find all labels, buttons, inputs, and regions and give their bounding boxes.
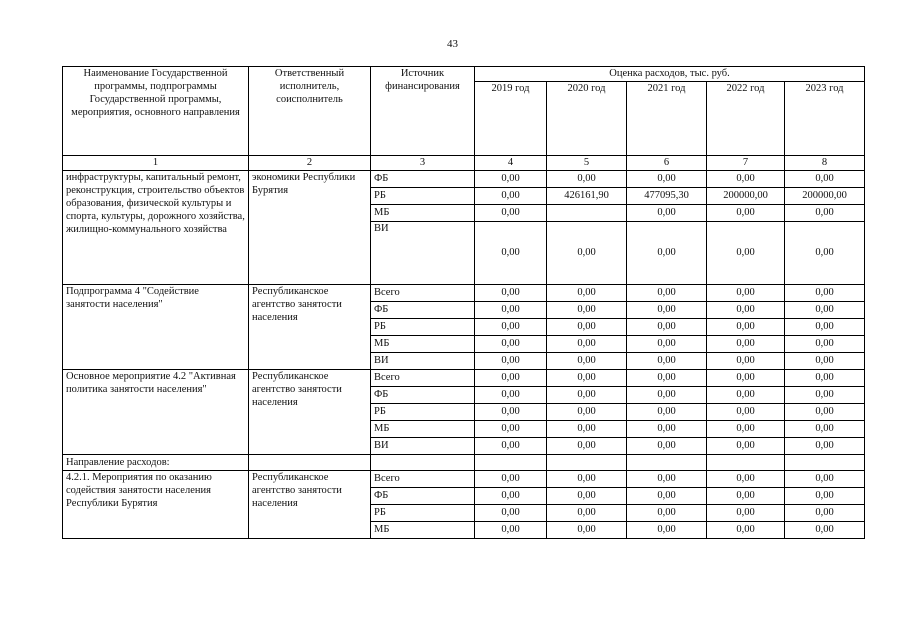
value-cell: 0,00 (627, 488, 707, 505)
value-cell: 0,00 (785, 488, 865, 505)
column-number: 8 (785, 156, 865, 171)
value-cell: 0,00 (785, 438, 865, 455)
value-cell: 0,00 (785, 319, 865, 336)
source-cell: ВИ (371, 222, 475, 285)
source-cell: ФБ (371, 488, 475, 505)
source-cell: ФБ (371, 171, 475, 188)
value-cell: 0,00 (707, 522, 785, 539)
value-cell: 0,00 (547, 370, 627, 387)
value-cell: 0,00 (627, 336, 707, 353)
source-cell: Всего (371, 471, 475, 488)
direction-label: Направление расходов: (63, 455, 249, 471)
header-year: 2020 год (547, 82, 627, 156)
value-cell: 0,00 (627, 171, 707, 188)
value-cell: 426161,90 (547, 188, 627, 205)
value-cell: 0,00 (627, 222, 707, 285)
value-cell: 0,00 (785, 471, 865, 488)
value-cell: 0,00 (785, 522, 865, 539)
value-cell: 0,00 (627, 370, 707, 387)
value-cell: 0,00 (707, 421, 785, 438)
header-costs: Оценка расходов, тыс. руб. (475, 67, 865, 82)
value-cell: 0,00 (475, 387, 547, 404)
responsible-cell: экономики Республики Бурятия (249, 171, 371, 285)
value-cell: 0,00 (707, 438, 785, 455)
value-cell: 0,00 (547, 171, 627, 188)
value-cell: 0,00 (475, 471, 547, 488)
value-cell: 0,00 (475, 438, 547, 455)
value-cell: 0,00 (547, 319, 627, 336)
table-row (63, 471, 865, 488)
value-cell: 0,00 (785, 353, 865, 370)
program-name-cell: Основное мероприятие 4.2 "Активная политика занятости населения" (63, 370, 249, 455)
value-cell: 0,00 (707, 319, 785, 336)
header-responsible: Ответственный исполнитель, соисполнитель (249, 67, 371, 156)
value-cell: 0,00 (627, 522, 707, 539)
source-cell: РБ (371, 188, 475, 205)
value-cell: 0,00 (627, 505, 707, 522)
responsible-cell: Республиканское агентство занятости населения (249, 471, 371, 539)
value-cell: 0,00 (785, 421, 865, 438)
value-cell: 0,00 (547, 404, 627, 421)
value-cell: 0,00 (785, 222, 865, 285)
program-name-cell: Подпрограмма 4 "Содействие занятости населения" (63, 285, 249, 370)
source-cell: МБ (371, 336, 475, 353)
value-cell: 0,00 (707, 370, 785, 387)
value-cell: 0,00 (475, 171, 547, 188)
source-cell: РБ (371, 404, 475, 421)
value-cell: 0,00 (707, 404, 785, 421)
program-name-cell: 4.2.1. Мероприятия по оказанию содействия занятости населения Республики Бурятия (63, 471, 249, 539)
value-cell: 0,00 (475, 353, 547, 370)
column-number: 2 (249, 156, 371, 171)
value-cell: 0,00 (547, 222, 627, 285)
value-cell: 0,00 (707, 205, 785, 222)
value-cell: 0,00 (547, 488, 627, 505)
value-cell: 0,00 (475, 370, 547, 387)
header-year: 2022 год (707, 82, 785, 156)
value-cell: 0,00 (627, 387, 707, 404)
source-cell: МБ (371, 522, 475, 539)
value-cell: 0,00 (547, 471, 627, 488)
value-cell: 0,00 (475, 505, 547, 522)
value-cell: 0,00 (547, 438, 627, 455)
value-cell (547, 205, 627, 222)
value-cell: 0,00 (707, 505, 785, 522)
page-number: 43 (447, 38, 458, 50)
table-row (63, 171, 865, 188)
value-cell: 0,00 (475, 488, 547, 505)
source-cell: РБ (371, 319, 475, 336)
column-number: 4 (475, 156, 547, 171)
header-year: 2023 год (785, 82, 865, 156)
source-cell: МБ (371, 205, 475, 222)
source-cell: Всего (371, 370, 475, 387)
column-number: 1 (63, 156, 249, 171)
responsible-cell: Республиканское агентство занятости населения (249, 285, 371, 370)
value-cell: 477095,30 (627, 188, 707, 205)
value-cell: 0,00 (627, 319, 707, 336)
value-cell: 0,00 (707, 171, 785, 188)
value-cell: 0,00 (707, 387, 785, 404)
value-cell: 0,00 (475, 188, 547, 205)
value-cell: 0,00 (627, 421, 707, 438)
value-cell: 0,00 (707, 336, 785, 353)
value-cell: 0,00 (475, 404, 547, 421)
value-cell: 0,00 (785, 387, 865, 404)
value-cell: 0,00 (547, 285, 627, 302)
table-row (63, 285, 865, 302)
header-name: Наименование Государственной программы, подпрограммы Государственной программы, мероприятия, основного направления (63, 67, 249, 156)
value-cell: 0,00 (785, 171, 865, 188)
header-year: 2021 год (627, 82, 707, 156)
source-cell: РБ (371, 505, 475, 522)
value-cell: 200000,00 (707, 188, 785, 205)
value-cell: 0,00 (547, 505, 627, 522)
table-row (63, 455, 865, 471)
value-cell: 0,00 (475, 319, 547, 336)
value-cell: 0,00 (785, 336, 865, 353)
value-cell: 0,00 (475, 336, 547, 353)
value-cell: 0,00 (547, 302, 627, 319)
value-cell: 0,00 (475, 302, 547, 319)
column-number: 6 (627, 156, 707, 171)
column-number: 5 (547, 156, 627, 171)
budget-table (62, 66, 865, 539)
value-cell: 0,00 (627, 438, 707, 455)
responsible-cell: Республиканское агентство занятости населения (249, 370, 371, 455)
value-cell: 0,00 (707, 302, 785, 319)
value-cell: 0,00 (707, 353, 785, 370)
header-source: Источник финансирования (371, 67, 475, 156)
column-number: 3 (371, 156, 475, 171)
value-cell: 0,00 (627, 302, 707, 319)
value-cell: 0,00 (627, 353, 707, 370)
value-cell: 0,00 (547, 336, 627, 353)
source-cell: ВИ (371, 353, 475, 370)
value-cell: 0,00 (707, 285, 785, 302)
value-cell: 0,00 (475, 522, 547, 539)
value-cell: 0,00 (627, 471, 707, 488)
value-cell: 0,00 (627, 404, 707, 421)
header-year: 2019 год (475, 82, 547, 156)
value-cell: 0,00 (627, 205, 707, 222)
column-number: 7 (707, 156, 785, 171)
value-cell: 200000,00 (785, 188, 865, 205)
value-cell: 0,00 (475, 205, 547, 222)
value-cell: 0,00 (475, 222, 547, 285)
value-cell: 0,00 (785, 370, 865, 387)
source-cell: ФБ (371, 302, 475, 319)
value-cell: 0,00 (475, 285, 547, 302)
value-cell: 0,00 (785, 404, 865, 421)
value-cell: 0,00 (547, 353, 627, 370)
source-cell: ВИ (371, 438, 475, 455)
value-cell: 0,00 (627, 285, 707, 302)
value-cell: 0,00 (547, 421, 627, 438)
value-cell: 0,00 (707, 471, 785, 488)
value-cell: 0,00 (785, 205, 865, 222)
source-cell: ФБ (371, 387, 475, 404)
value-cell: 0,00 (547, 387, 627, 404)
value-cell: 0,00 (547, 522, 627, 539)
value-cell: 0,00 (707, 222, 785, 285)
value-cell: 0,00 (475, 421, 547, 438)
program-name-cell: инфраструктуры, капитальный ремонт, реконструкция, строительство объектов образования, физической культуры и спорта, культуры, дорожного хозяйства, жилищно-коммунального хозяйства (63, 171, 249, 285)
value-cell: 0,00 (707, 488, 785, 505)
value-cell: 0,00 (785, 285, 865, 302)
table-row (63, 370, 865, 387)
value-cell: 0,00 (785, 302, 865, 319)
source-cell: Всего (371, 285, 475, 302)
value-cell: 0,00 (785, 505, 865, 522)
source-cell: МБ (371, 421, 475, 438)
